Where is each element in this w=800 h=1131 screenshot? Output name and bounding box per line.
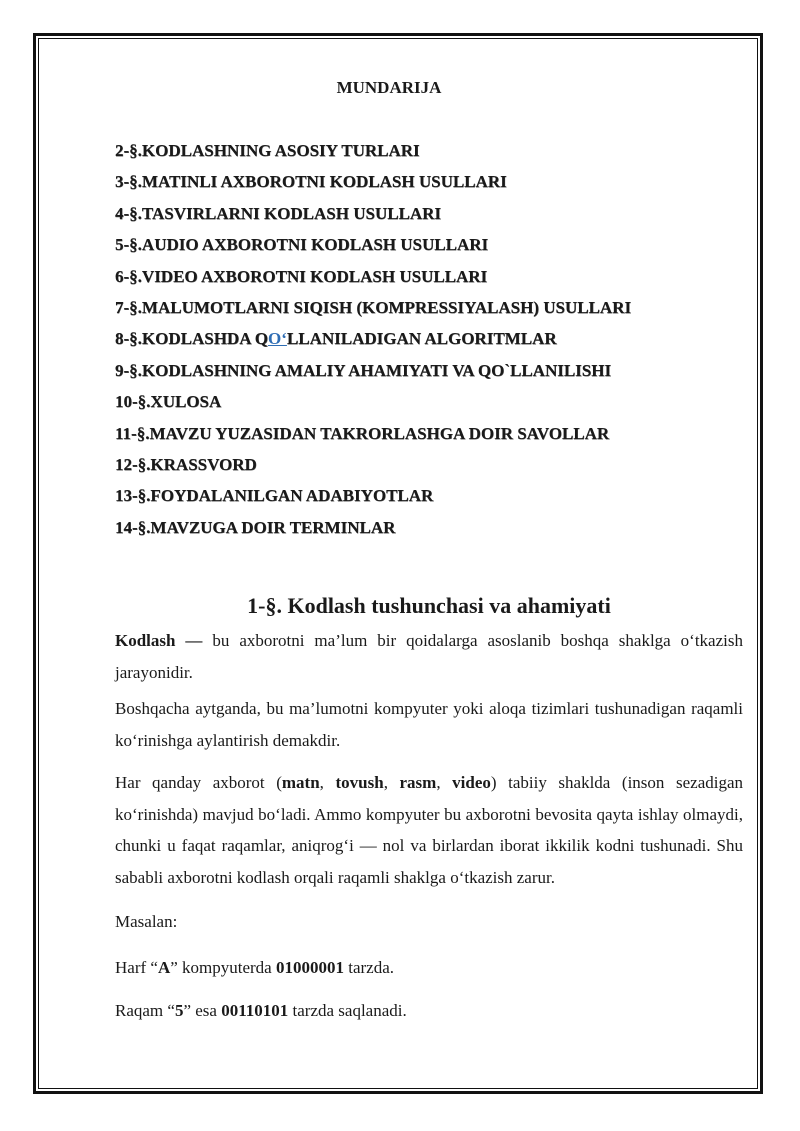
toc-item: 9-§.KODLASHNING AMALIY AHAMIYATI VA QO`LLANILISHI xyxy=(115,360,612,380)
toc-title: MUNDARIJA xyxy=(336,78,442,97)
text-run: ” esa xyxy=(183,1001,222,1020)
toc-item: 6-§.VIDEO AXBOROTNI KODLASH USULLARI xyxy=(115,266,488,286)
toc-hyperlink[interactable]: O‘ xyxy=(268,329,287,349)
toc-item: 10-§.XULOSA xyxy=(115,392,222,412)
text-run: tarzda. xyxy=(343,958,395,977)
bold-term: rasm xyxy=(399,773,437,792)
paragraph: Masalan: xyxy=(115,912,178,931)
bold-term: tovush xyxy=(335,773,384,792)
definition-paragraph xyxy=(115,625,743,688)
text-run: tarzda saqlanadi. xyxy=(288,1001,407,1020)
binary-code: 00110101 xyxy=(221,1001,289,1020)
bold-term: video xyxy=(452,773,491,792)
text-run: Har qanday axborot ( xyxy=(115,773,282,792)
text-run: Raqam “ xyxy=(115,1001,175,1020)
section-heading: 1-§. Kodlash tushunchasi va ahamiyati xyxy=(247,593,611,618)
toc-item-part: LLANILADIGAN ALGORITMLAR xyxy=(286,329,557,349)
example-paragraph xyxy=(115,995,743,1027)
toc-item: 2-§.KODLASHNING ASOSIY TURLARI xyxy=(115,141,420,160)
binary-code: 01000001 xyxy=(275,958,344,977)
toc-item: 14-§.MAVZUGA DOIR TERMINLAR xyxy=(115,517,396,537)
bold-term: 5 xyxy=(174,1001,184,1020)
toc-item: 12-§.KRASSVORD xyxy=(115,454,257,474)
paragraph xyxy=(115,767,743,893)
toc-item: 7-§.MALUMOTLARNI SIQISH (KOMPRESSIYALASH) USULLARI xyxy=(115,297,632,317)
text-run: ” kompyuterda xyxy=(170,958,276,977)
text-run: Harf “ xyxy=(115,958,158,977)
toc-item-part: 8-§.KODLASHDA Q xyxy=(115,329,269,349)
toc-item: 13-§.FOYDALANILGAN ADABIYOTLAR xyxy=(115,486,434,506)
definition-text: bu axborotni ma’lum bir qoidalarga asoslanib boshqa shaklga o‘tkazish jarayonidir. xyxy=(115,631,743,682)
text-run: , xyxy=(319,773,336,792)
paragraph: Boshqacha aytganda, bu ma’lumotni kompyuter yoki aloqa tizimlari tushunadigan raqamli ko‘rinishga aylantirish demakdir. xyxy=(115,699,743,750)
toc-item: 3-§.MATINLI AXBOROTNI KODLASH USULLARI xyxy=(115,172,507,192)
toc-item: 11-§.MAVZU YUZASIDAN TAKRORLASHGA DOIR SAVOLLAR xyxy=(115,423,610,443)
toc-item: 4-§.TASVIRLARNI KODLASH USULLARI xyxy=(115,203,442,223)
bold-term: A xyxy=(157,958,171,977)
table-of-contents xyxy=(115,135,631,543)
text-run: , xyxy=(383,773,400,792)
bold-term: matn xyxy=(281,773,320,792)
toc-item-algoritmlar xyxy=(115,323,631,354)
text-run: , xyxy=(436,773,453,792)
example-paragraph xyxy=(115,952,743,984)
text-run: ) tabiiy shaklda (inson sezadigan ko‘rinishda) mavjud bo‘ladi. Ammo kompyuter bu axborotni bevosita qayta ishlay olmaydi, chunki u faqat raqamlar, aniqrog‘i — nol va birlardan iborat ikkilik kodni tushunadi. Shu sababli axborotni kodlash orqali raqamli shaklga o‘tkazish zarur. xyxy=(115,773,744,887)
definition-term: Kodlash — xyxy=(115,631,203,650)
toc-item: 5-§.AUDIO AXBOROTNI KODLASH USULLARI xyxy=(115,235,489,255)
